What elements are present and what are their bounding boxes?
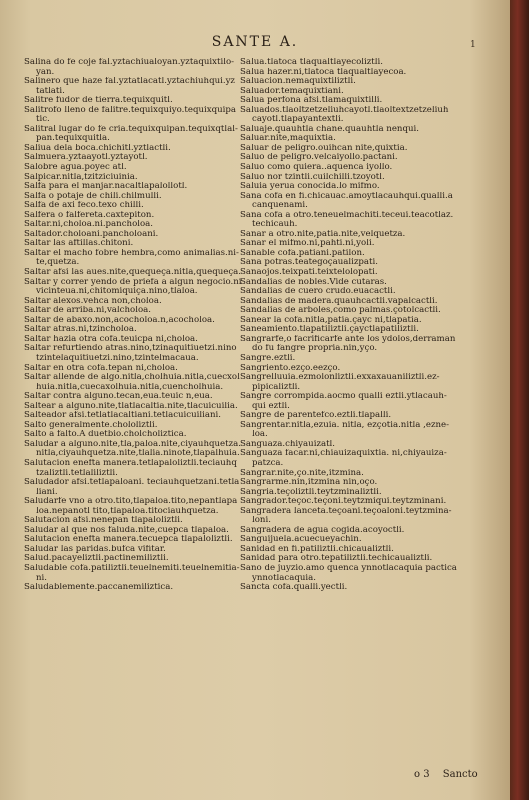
entry-line: Sano de juyzio.amo quenca ynnotlacaquia pactica — [240, 563, 457, 573]
entry-line: techicauh. — [252, 220, 298, 230]
entry-line: yan. — [36, 67, 55, 77]
entry-line: Sanguijuela.acuecueyachin. — [240, 535, 362, 545]
entry-line: Saltar de arriba.ni,valcholoa. — [24, 306, 151, 316]
entry-line: Sana cofa en fi.chicauac.amoytlacauhqui.qualli.a — [240, 191, 453, 201]
entry-line: Saludarfe vno a otro.tito,tlapaloa.tito,nepantlapa — [24, 497, 238, 507]
entry-line: Sanidad para otro.tepatiliztli.techicaualiztli. — [240, 554, 433, 564]
entry-line: Saltar afsi las aues.nite,quequeça.nitla,quequeça. — [24, 268, 241, 278]
entry-line: qui eztli. — [252, 401, 290, 411]
entry-line: Salutacion afsi.nenepan tlapaloliztli. — [24, 516, 183, 526]
entry-line: Salobre agua.poyec atl. — [24, 163, 127, 173]
entry-line: Saltar y correr yendo de priefa a algun negocio.ni — [24, 277, 242, 287]
entry-line: tic. — [36, 115, 50, 125]
entry-line: Salfa o potaje de chili.chilmulli. — [24, 191, 162, 201]
entry-line: Salto a falto.A duetbio.cholcholiztica. — [24, 430, 187, 440]
entry-line: Saltar las aftillas.chitoni. — [24, 239, 134, 249]
catchword: Sancto — [442, 769, 478, 780]
entry-line: Salfa para el manjar.nacaltlapalollotl. — [24, 182, 188, 192]
entry-line: Salteador afsi.tetlatlacaltiani.tetlacuicuiliani. — [24, 411, 222, 421]
entry-line: Saltar el macho fobre hembra,como animalias.ni- — [24, 248, 239, 258]
entry-line: ni. — [36, 573, 48, 583]
entry-line: Salto generalmente.chololiztli. — [24, 420, 158, 430]
entry-line: Saluados.tlaoltzetzeliuhcayotl.tlaoltextzetzeliuh — [240, 105, 449, 115]
entry-line: Saltear a alguno.nite,tlatlacaltia.nite,tlacuicuilia. — [24, 401, 238, 411]
entry-line: Sangre de parentefco.eztli.tlapalli. — [240, 411, 392, 421]
running-header: SANTE A. — [211, 34, 299, 50]
entry-line: Salud.pacayeliztli.pactinemiliztli. — [24, 554, 169, 564]
entry-line: Saneamiento.tlapatiliztli.çayctlapatiliztli. — [240, 325, 419, 335]
entry-line: Salitre fudor de tierra.tequixquitl. — [24, 96, 173, 106]
entry-line: Sana potras.teategoçaualizpati. — [240, 258, 378, 268]
entry-line: loa. — [252, 430, 268, 440]
entry-line: Saltar de abaxo.non,acocholoa.n,acocholoa. — [24, 315, 215, 325]
entry-line: Saluo como quiera..aquenca iyollo. — [240, 163, 393, 173]
entry-line: Saltar refurtiendo atras.nino,tzinaquitiuetzi.nino — [24, 344, 237, 354]
entry-line: Salpicar.nitla,tzitziciuinia. — [24, 172, 138, 182]
entry-line: Sangre.eztli. — [240, 353, 296, 363]
entry-line: Sanaojos.teixpati.teixtelolopati. — [240, 268, 378, 278]
entry-line: Saluaje.quauhtla chane.quauhtla nenqui. — [240, 124, 419, 134]
entry-line: Salutacion enefta manera.tetlapaloliztli.teciauhq — [24, 458, 237, 468]
entry-line: Saludablemente.paccanemiliztica. — [24, 583, 174, 593]
entry-line: patzca. — [252, 458, 284, 468]
binding-edge — [510, 0, 529, 800]
entry-line: Sangradera lanceta.teçoani.teçoaloni.teytzmina- — [240, 506, 452, 516]
entry-line: Sandalias de nobles.Vide cutaras. — [240, 277, 387, 287]
entry-line: nitla,ciyauhquetza.nite,tlalia.ninote,tlapalhuia. — [36, 449, 240, 459]
left-column — [24, 58, 250, 593]
entry-line: Sana cofa a otro.teneuelmachiti.teceui.teacotlaz. — [240, 210, 454, 220]
entry-line: Salinero que haze fal.yztatlacatl.yztachiuhqui.yz — [24, 77, 235, 87]
entry-line: Sangrarme.nin,itzmina nin,oço. — [240, 478, 378, 488]
entry-line: te,quetza. — [36, 258, 80, 268]
entry-line: Sanidad en fi.patiliztli.chicaualiztli. — [240, 544, 394, 554]
entry-line: Saludador afsi.tetlapaloani. teciauhquetzani.tetla — [24, 478, 240, 488]
entry-line: Salitral lugar do fe cria.tequixquipan.tequixqtlal- — [24, 124, 238, 134]
entry-line: Saluar.nite,maquixtia. — [240, 134, 336, 144]
right-column — [240, 58, 466, 593]
entry-line: Sangrador.teçoc.teçoni.teytzmiqui.teytzminani. — [240, 497, 447, 507]
entry-line: Sangradera de agua cogida.acoyoctli. — [240, 525, 405, 535]
entry-line: Saluia yerua conocida.lo mifmo. — [240, 182, 380, 192]
entry-line: Saludar al que nos faluda.nite,cuepca tlapaloa. — [24, 525, 229, 535]
entry-line: Saltar allende de algo.nitla,cholhuia.nitla,cuecxol — [24, 373, 240, 383]
entry-line: Sangrarfe,o facrificarfe ante los ydolos,derraman — [240, 334, 456, 344]
entry-line: Saluador.temaquixtiani. — [240, 86, 344, 96]
entry-line: Salua.tlatoca tlaqualtlayecoliztli. — [240, 58, 383, 67]
entry-line: Saltar atras.ni,tzincholoa. — [24, 325, 137, 335]
entry-line: pipicaliztli. — [252, 382, 301, 392]
entry-line: Saliua dela boca.chichitl.yztlactli. — [24, 143, 171, 153]
entry-line: Sandalias de madera.quauhcactli.vapalcactli. — [240, 296, 438, 306]
entry-line: Sangrar.nite,ço.nite,itzmina. — [240, 468, 364, 478]
entry-line: vicinteua.ni,chitomiquiça.nino,tlaloa. — [36, 287, 198, 297]
entry-line: cayotl.tlapayantextli. — [252, 115, 344, 125]
entry-line: Salua perfona afsi.tlamaquixtilli. — [240, 96, 383, 106]
entry-line: Saltar contra alguno.tecan,eua.teuic n,eua. — [24, 392, 213, 402]
entry-line: Sanguaza facar.ni,chiauizaquixtia. ni,chiyauiza- — [240, 449, 447, 459]
entry-line: Saltar.ni,choloa.ni.pancholoa. — [24, 220, 154, 230]
entry-line: Saluar de peligro.ouihcan nite,quixtia. — [240, 143, 408, 153]
entry-line: Sanar a otro.nite,patia.nite,velquetza. — [240, 229, 406, 239]
entry-line: Sandalias de cuero crudo.euacactli. — [240, 287, 396, 297]
entry-line: Salmuera.yztaayotl.yztayotl. — [24, 153, 148, 163]
entry-line: Salutacion enefta manera.tecuepca tlapaloliztli. — [24, 535, 233, 545]
entry-line: tzintelaquitiuetzi.nino,tzintelmacaua. — [36, 353, 199, 363]
entry-line: ynnotlacaquia. — [252, 573, 316, 583]
entry-line: Saltar en otra cofa.tepan ni,choloa. — [24, 363, 178, 373]
entry-line: Sangria.teçoliztli.teytzminaliztli. — [240, 487, 382, 497]
entry-line: huia.nitla,cuecaxolhuia.nitla,cuencholhuia. — [36, 382, 224, 392]
entry-line: Salina do fe coje fal.yztachiualoyan.yztaquixtilo- — [24, 58, 235, 67]
entry-line: do fu fangre propria.nin,yço. — [252, 344, 378, 354]
entry-line: canquenami. — [252, 201, 308, 211]
entry-line: Sangre corrompida.aocmo qualli eztli.ytlacauh- — [240, 392, 447, 402]
entry-line: Sanable cofa.patiani.patilon. — [240, 248, 365, 258]
entry-line: Saludar las paridas.bufca vifitar. — [24, 544, 166, 554]
entry-line: Saludar a alguno.nite,tla,paloa.nite,ciyauhquetza. — [24, 439, 241, 449]
entry-line: loa.nepanotl tito,tlapaloa.titociauhquetza. — [36, 506, 219, 516]
entry-line: Salfera o falfereta.caxtepiton. — [24, 210, 155, 220]
entry-line: Saltar alexos.vehca non,choloa. — [24, 296, 162, 306]
signature-mark: o 3 — [414, 769, 430, 780]
entry-line: tzaliztli.tetlaliliztli. — [36, 468, 118, 478]
entry-line: loni. — [252, 516, 271, 526]
entry-line: tatlati. — [36, 86, 65, 96]
entry-line: Salua hazer.ni,tlatoca tlaqualtlayecoa. — [240, 67, 407, 77]
entry-line: Saluo nor tzintli.cuilchilli.tzoyotl. — [240, 172, 385, 182]
entry-line: Sancta cofa.qualli.yectli. — [240, 583, 348, 593]
entry-line: Saluo de peligro.velcaiyollo.pactani. — [240, 153, 398, 163]
entry-line: Sanear la cofa.nitla,patia.çayc ni,tlapatia. — [240, 315, 422, 325]
entry-line: Sangriento.ezço.eezço. — [240, 363, 341, 373]
entry-line: Sangrelluuia.ezmolonliztli.exxaxauaniliztli.ez- — [240, 373, 440, 383]
entry-line: Sandalias de arboles,como palmas.çotolcactli. — [240, 306, 441, 316]
folio-number: 1 — [470, 40, 476, 50]
entry-line: Saltar hazia otra cofa.teuicpa ni,choloa. — [24, 334, 198, 344]
entry-line: Sangrentar.nitla,ezuia. nitla, ezçotia.nitla ,ezne- — [240, 420, 450, 430]
catchword-line — [404, 769, 478, 780]
entry-line: pan.tequixquitla. — [36, 134, 110, 144]
entry-line: liani. — [36, 487, 58, 497]
entry-line: Salitrofo lleno de falitre.tequixquiyo.tequixquipa — [24, 105, 236, 115]
entry-line: Salfa de axi feco.texo chilli. — [24, 201, 144, 211]
entry-line: Saluacion.nemaquixtiliztli. — [240, 77, 356, 87]
entry-line: Sanguaza.chiyauizatl. — [240, 439, 336, 449]
entry-line: Saltador.choloani.pancholoani. — [24, 229, 159, 239]
entry-line: Sanar el mifmo.ni,pahti.ni,yoli. — [240, 239, 375, 249]
entry-line: Saludable cofa.patiliztli.teuelnemiti.teuelnemitia- — [24, 563, 240, 573]
